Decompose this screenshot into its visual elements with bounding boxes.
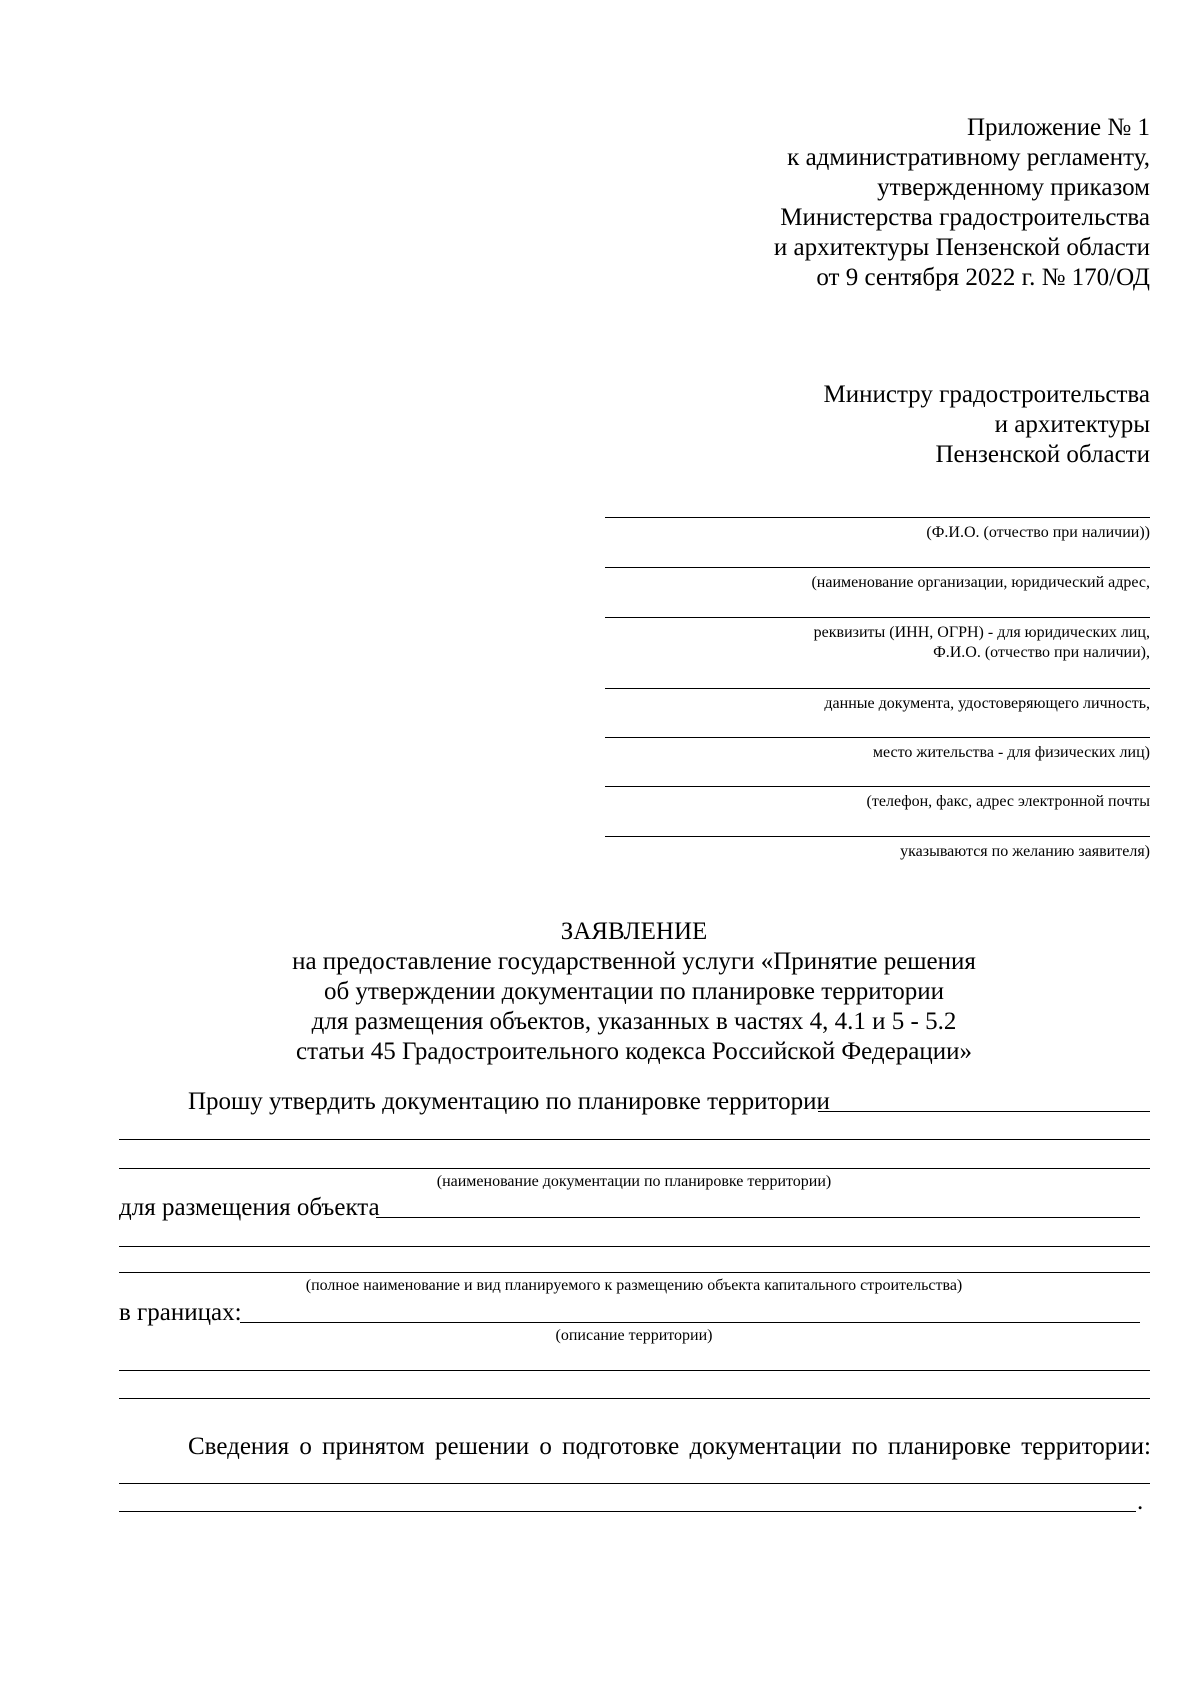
title-line: об утверждении документации по планировке территории (323, 978, 945, 1005)
decision-field[interactable] (119, 1483, 1150, 1484)
field-hint: указываются по желанию заявителя) (900, 843, 1150, 860)
addressee-line: и архитектуры (994, 411, 1150, 438)
addressee-line: Министру градостроительства (823, 381, 1150, 408)
doc-name-field[interactable] (818, 1111, 1150, 1112)
bounds-field[interactable] (240, 1322, 1140, 1323)
object-field-3[interactable] (119, 1272, 1150, 1273)
requisites-field[interactable] (605, 617, 1150, 618)
applicant-name-field[interactable] (605, 517, 1150, 518)
appendix-line: Приложение № 1 (966, 114, 1150, 141)
organization-field[interactable] (605, 567, 1150, 568)
appendix-line: Министерства градостроительства (780, 204, 1150, 231)
doc-name-field-3[interactable] (119, 1168, 1150, 1169)
title-line: статьи 45 Градостроительного кодекса Российской Федерации» (296, 1038, 972, 1065)
object-field[interactable] (376, 1217, 1140, 1218)
field-hint: (полное наименование и вид планируемого к размещению объекта капитального строительства) (305, 1277, 963, 1294)
identity-document-field[interactable] (605, 688, 1150, 689)
object-field-2[interactable] (119, 1246, 1150, 1247)
field-hint: данные документа, удостоверяющего личность, (824, 695, 1150, 712)
field-hint: реквизиты (ИНН, ОГРН) - для юридических лиц, (813, 624, 1150, 641)
title-line: для размещения объектов, указанных в частях 4, 4.1 и 5 - 5.2 (311, 1008, 957, 1035)
field-hint: (телефон, факс, адрес электронной почты (866, 793, 1150, 810)
decision-text: Сведения о принятом решении о подготовке документации по планировке территории: (188, 1433, 1151, 1460)
field-hint: (наименование документации по планировке территории) (436, 1173, 832, 1190)
appendix-line: от 9 сентября 2022 г. № 170/ОД (816, 264, 1150, 291)
appendix-line: к административному регламенту, (787, 144, 1150, 171)
residence-field[interactable] (605, 737, 1150, 738)
request-text: Прошу утвердить документацию по планировке территории (188, 1088, 830, 1115)
field-hint: (описание территории) (555, 1327, 713, 1344)
field-hint: Ф.И.О. (отчество при наличии), (933, 644, 1150, 661)
addressee-line: Пензенской области (935, 441, 1150, 468)
bounds-field-3[interactable] (119, 1398, 1150, 1399)
statement-heading: ЗАЯВЛЕНИЕ (560, 918, 708, 945)
appendix-line: утвержденному приказом (877, 174, 1150, 201)
contacts-field[interactable] (605, 786, 1150, 787)
doc-name-field-2[interactable] (119, 1139, 1150, 1140)
bounds-label: в границах: (119, 1299, 242, 1326)
field-hint: (наименование организации, юридический адрес, (811, 574, 1150, 591)
field-hint: место жительства - для физических лиц) (872, 744, 1150, 761)
object-label: для размещения объекта (119, 1194, 380, 1221)
decision-field-2[interactable] (119, 1511, 1136, 1512)
field-hint: (Ф.И.О. (отчество при наличии)) (926, 524, 1150, 541)
end-mark: . (1137, 1488, 1144, 1515)
appendix-line: и архитектуры Пензенской области (773, 234, 1150, 261)
contacts-field-2[interactable] (605, 836, 1150, 837)
bounds-field-2[interactable] (119, 1370, 1150, 1371)
title-line: на предоставление государственной услуги «Принятие решения (292, 948, 976, 975)
